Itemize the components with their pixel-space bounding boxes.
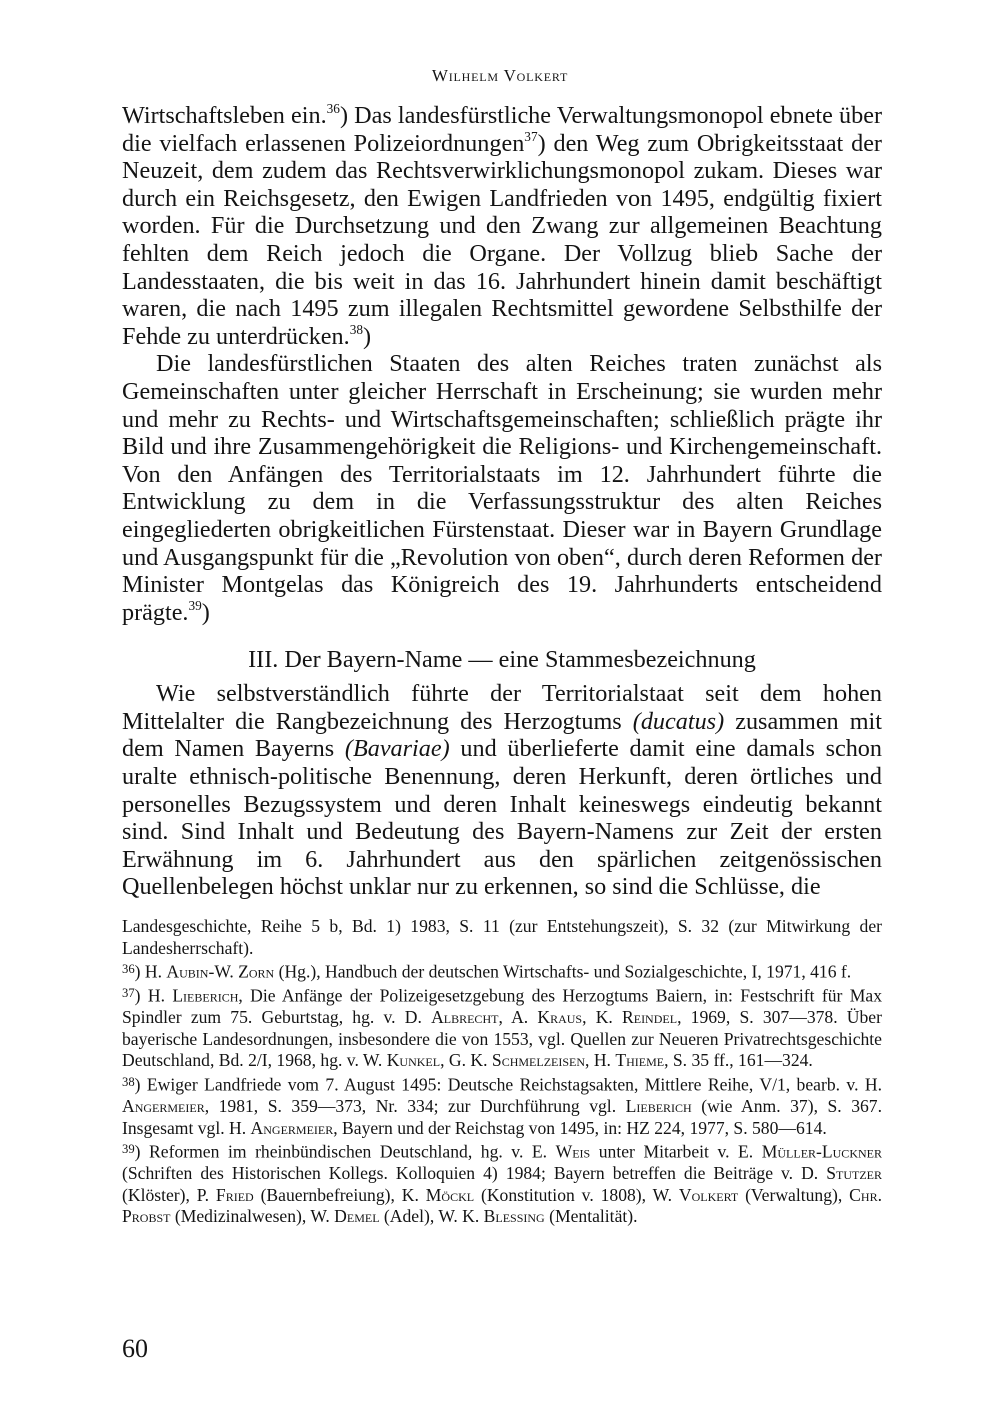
footnote-ref-37[interactable]: 37 bbox=[524, 128, 538, 144]
italic-term-ducatus: (ducatus) bbox=[632, 707, 725, 735]
footnote-ref-39[interactable]: 39 bbox=[188, 597, 202, 613]
footnote-ref-38[interactable]: 38 bbox=[349, 321, 363, 337]
paragraph-1: Wirtschaftsleben ein.$^{36}$) Das landesfürstliche Verwaltungsmonopol ebnete über die vielfach erlassenen Polizeiordnungen$^{37}$) den Weg zum Obrigkeitsstaat der Neuzeit, dem zudem das Rechtsverwirklichungsmonopol zukam. Dieses war durch ein Reichsgesetz, den Ewigen Landfrieden von 1495, endgültig fixiert worden. Für die Durchsetzung und den Zwang zur allgemeinen Beachtung fehlten dem Reich jedoch die Organe. Der Vollzug blieb Sache der Landesstaaten, die bis weit in das 16. Jahrhundert hinein damit beschäftigt waren, die nach 1495 zum illegalen Rechtsmittel gewordene Selbsthilfe der Fehde zu unterdrücken.$^{38}$) bbox=[122, 101, 883, 350]
footnote-39: $^{39}$) Reformen im rheinbündischen Deutschland, hg. v. E. Weis unter Mitarbeit v. E. Müller-Luckner (Schriften des Historischen Kollegs. Kolloquien 4) 1984; Bayern betreffen die Beiträge v. D. Stutzer (Klöster), P. Fried (Bauernbefreiung), K. Möckl (Konstitution v. 1808), W. Volkert (Verwaltung), Chr. Probst (Medizinalwesen), W. Demel (Adel), W. K. Blessing (Mentalität). bbox=[122, 1141, 882, 1227]
footnote-37: $^{37}$) H. Lieberich, Die Anfänge der Polizeigesetzgebung des Herzogtums Baiern, in: Festschrift für Max Spindler zum 75. Geburtstag, hg. v. D. Albrecht, A. Kraus, K. Reindel, 1969, S. 307—378. Über bayerische Landesordnungen, insbesondere die von 1553, vgl. Quellen zur Neueren Privatrechtsgeschichte Deutschland, Bd. 2/I, 1968, hg. v. W. Kunkel, G. K. Schmelzeisen, H. Thieme, S. 35 ff., 161—324. bbox=[122, 985, 882, 1071]
footnote-36: $^{36}$) H. Aubin-W. Zorn (Hg.), Handbuch der deutschen Wirtschafts- und Sozialgeschichte, I, 1971, 416 f. bbox=[122, 961, 852, 982]
footnote-38: $^{38}$) Ewiger Landfriede vom 7. August 1495: Deutsche Reichstagsakten, Mittlere Reihe, V/1, bearb. v. H. Angermeier, 1981, S. 359—373, Nr. 334; zur Durchführung vgl. Lieberich (wie Anm. 37), S. 367. Insgesamt vgl. H. Angermeier, Bayern und der Reichstag von 1495, in: HZ 224, 1977, S. 580—614. bbox=[122, 1074, 883, 1138]
footnote-continuation: Landesgeschichte, Reihe 5 b, Bd. 1) 1983, S. 11 (zur Entstehungszeit), S. 32 (zur Mitwirkung der Landesherrschaft). bbox=[122, 916, 882, 958]
footnote-ref-36[interactable]: 36 bbox=[326, 101, 340, 117]
paragraph-3: Wie selbstverständlich führte der Territorialstaat seit dem hohen Mittelalter die Rangbezeichnung des Herzogtums (ducatus) zusammen mit dem Namen Bayerns (Bavariae) und überlieferte damit eine damals schon uralte ethnisch-politische Benennung, deren Herkunft, deren örtliches und personelles Bezugssystem und deren Inhalt keineswegs eindeutig bekannt sind. Sind Inhalt und Bedeutung des Bayern-Namens zur Zeit der ersten Erwähnung im 6. Jahrhundert aus den spärlichen zeitgenössischen Quellenbelegen höchst unklar nur zu erkennen, so sind die Schlüsse, die bbox=[122, 680, 882, 901]
footnotes bbox=[122, 916, 882, 1228]
running-head: Wilhelm Volkert bbox=[431, 66, 569, 85]
paragraph-2: Die landesfürstlichen Staaten des alten Reiches traten zunächst als Gemeinschaften unter gleicher Herrschaft in Erscheinung; sie wurden mehr und mehr zu Rechts- und Wirtschaftsgemeinschaften; schließlich prägte ihr Bild und ihre Zusammengehörigkeit die Religions- und Kirchengemeinschaft. Von den Anfängen des Territorialstaats im 12. Jahrhundert führte die Entwicklung zu dem in die Verfassungsstruktur des alten Reiches eingegliederten obrigkeitlichen Fürstenstaat. Dieser war in Bayern Grundlage und Ausgangspunkt für die „Revolution von oben“, durch deren Reformen der Minister Montgelas das Königreich des 19. Jahrhunderts entscheidend prägte.$^{39}$) bbox=[122, 350, 882, 626]
section-heading: III. Der Bayern-Name — eine Stammesbezeichnung bbox=[248, 646, 756, 674]
italic-term-bavariae: (Bavariae) bbox=[344, 735, 450, 763]
main-text bbox=[122, 102, 882, 901]
page-number: 60 bbox=[122, 1334, 148, 1363]
